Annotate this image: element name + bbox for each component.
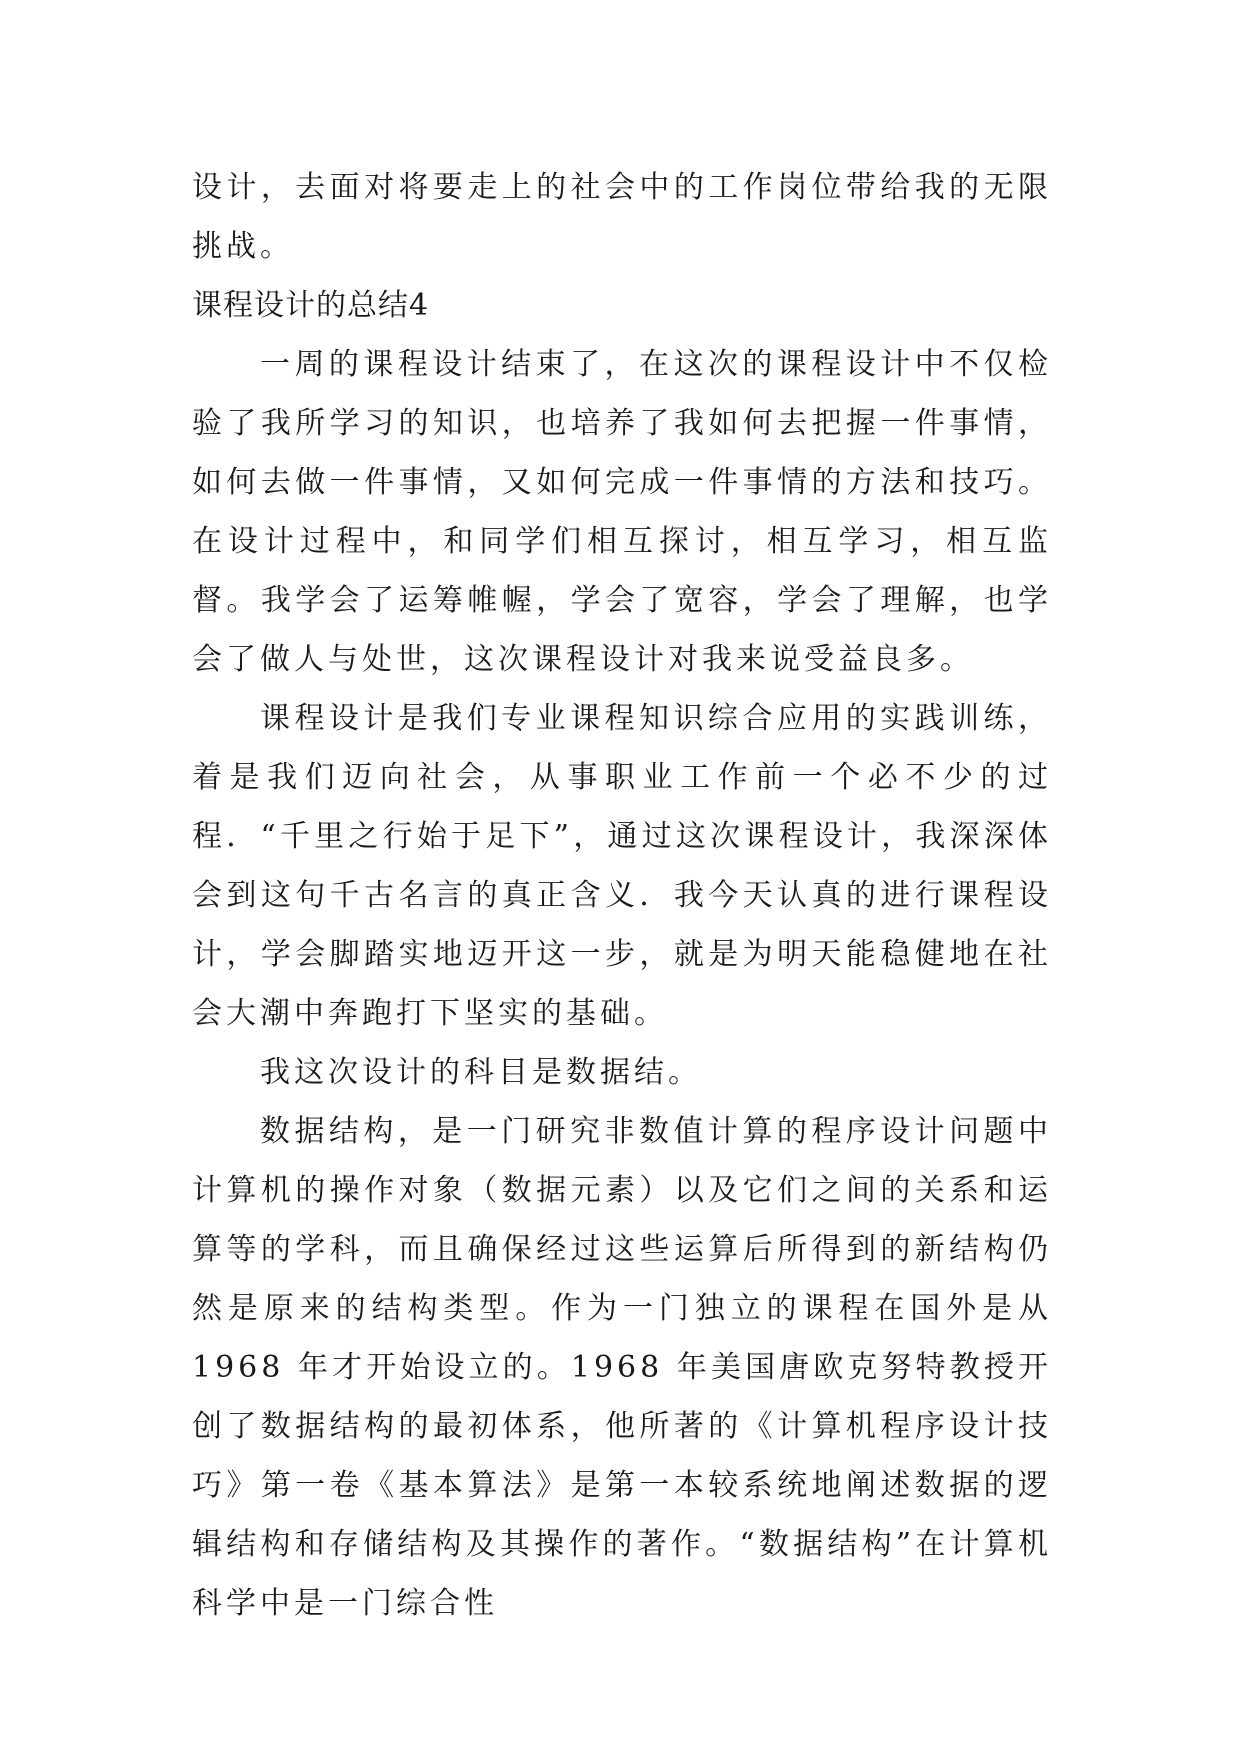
paragraph: 课程设计是我们专业课程知识综合应用的实践训练，着是我们迈向社会，从事职业工作前一个必不少的过程．“千里之行始于足下”，通过这次课程设计，我深深体会到这句千古名言的真正含义．我今天认真的进行课程设计，学会脚踏实地迈开这一步，就是为明天能稳健地在社会大潮中奔跑打下坚实的基础。 — [192, 701, 1052, 1031]
paragraph-continuation: 设计，去面对将要走上的社会中的工作岗位带给我的无限挑战。 — [192, 170, 1052, 264]
paragraph: 我这次设计的科目是数据结。 — [260, 1055, 702, 1090]
section-heading: 课程设计的总结4 — [192, 288, 430, 323]
document-body — [192, 158, 1052, 1633]
paragraph: 数据结构，是一门研究非数值计算的程序设计问题中计算机的操作对象（数据元素）以及它们之间的关系和运算等的学科，而且确保经过这些运算后所得到的新结构仍然是原来的结构类型。作为一门独立的课程在国外是从 1968 年才开始设立的。1968 年美国唐欧克努特教授开创了数据结构的最初体系，他所著的《计算机程序设计技巧》第一卷《基本算法》是第一本较系统地阐述数据的逻辑结构和存储结构及其操作的著作。“数据结构”在计算机科学中是一门综合性 — [192, 1114, 1052, 1621]
paragraph: 一周的课程设计结束了，在这次的课程设计中不仅检验了我所学习的知识，也培养了我如何去把握一件事情，如何去做一件事情，又如何完成一件事情的方法和技巧。在设计过程中，和同学们相互探讨，相互学习，相互监督。我学会了运筹帷幄，学会了宽容，学会了理解，也学会了做人与处世，这次课程设计对我来说受益良多。 — [192, 347, 1052, 677]
